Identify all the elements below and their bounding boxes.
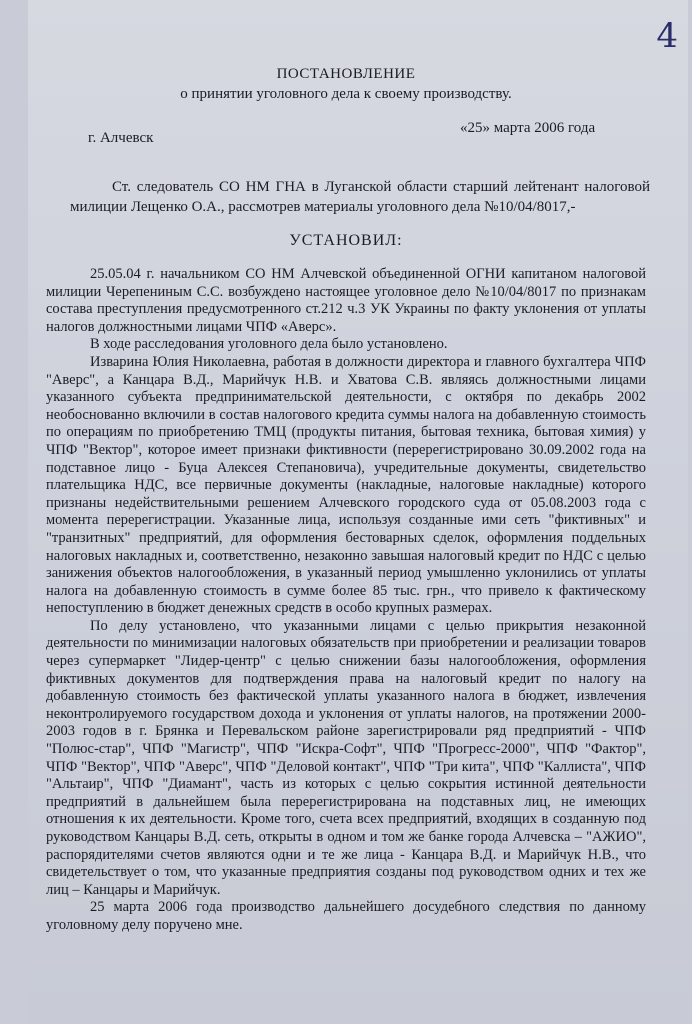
paragraph: По делу установлено, что указанными лицами с целью прикрытия незаконной деятельности по минимизации налоговых обязательств при приобретении и реализации товаров через супермаркет "Лидер-центр" с целью снижении базы налогообложения, оформления фиктивных документов для подтверждения права на налоговый кредит по налогу на добавленную стоимость без фактической уплаты указанного налога в бюджет, извлечения неконтролируемого государством дохода и уклонения от уплаты налогов, на протяжении 2000-2003 годов в г. Брянка и Перевальском районе зарегистрировали ряд предприятий - ЧПФ "Полюс-стар", ЧПФ "Магистр", ЧПФ "Искра-Софт", ЧПФ "Прогресс-2000", ЧПФ "Фактор", ЧПФ "Вектор", ЧПФ "Аверс", ЧПФ "Деловой контакт", ЧПФ "Три кита", ЧПФ "Каллиста", ЧПФ "Альтаир", ЧПФ "Диамант", часть из которых с целью сокрытия истинной деятельности предприятий в дальнейшем была перерегистрирована на подставных лиц, не имеющих отношения к их деятельности. Кроме того, счета всех предприятий, входящих в созданную под руководством Канцары В.Д. сеть, открыты в одном и том же банке города Алчевска – "АЖИО", распорядителями счетов являются одни и те же лица - Канцара В.Д. и Марийчук Н.В., что свидетельствует о том, что указанные предприятия созданы под руководством одних и тех же лиц – Канцары и Марийчук. bbox=[46, 617, 646, 898]
paragraph: 25.05.04 г. начальником СО НМ Алчевской объединенной ОГНИ капитаном налоговой милиции Черепениным С.С. возбуждено настоящее уголовное дело №10/04/8017 по признакам состава преступления предусмотренного ст.212 ч.3 УК Украины по факту уклонения от уплаты налогов должностными лицами ЧПФ «Аверс». bbox=[46, 266, 646, 335]
handwritten-page-number: 4 bbox=[656, 16, 678, 56]
document-date: «25» марта 2006 года bbox=[460, 120, 596, 136]
document-subtitle: о принятии уголовного дела к своему производству. bbox=[180, 86, 512, 102]
paragraph: 25 марта 2006 года производство дальнейшего досудебного следствия по данному уголовному делу поручено мне. bbox=[46, 899, 646, 933]
document-title: ПОСТАНОВЛЕНИЕ bbox=[276, 66, 416, 82]
paragraph: Изварина Юлия Николаевна, работая в должности директора и главного бухгалтера ЧПФ "Аверс", а Канцара В.Д., Марийчук Н.В. и Хватова С.В. являясь должностными лицами указанного субъекта предпринимательской деятельности, с октября по декабрь 2002 необоснованно включили в состав налогового кредита суммы налога на добавленную стоимость по операциям по приобретению ТМЦ (продукты питания, бытовая техника, бытовая химия) у ЧПФ "Вектор", которое имеет признаки фиктивности (перерегистрировано 30.09.2002 года на подставное лицо - Буца Алексея Степановича), учредительные документы, свидетельство плательщика НДС, все первичные документы (накладные, налоговые накладные) которого признаны недействительными решением Алчевского городского суда от 05.08.2003 года с момента перерегистрации. Указанные лица, используя созданные ими сеть "фиктивных" и "транзитных" предприятий, для оформления бестоварных сделок, оформления поддельных налоговых накладных и, соответственно, незаконно завышая налоговый кредит по НДС с целью занижения объектов налогообложения, в указанный период умышленно уклонились от уплаты налога на добавленную стоимость в сумме более 85 тыс. грн., что привело к фактическому непоступлению в бюджет денежных средств в особо крупных размерах. bbox=[46, 353, 646, 617]
paragraph: В ходе расследования уголовного дела было установлено. bbox=[90, 336, 448, 353]
established-heading: УСТАНОВИЛ: bbox=[289, 232, 403, 249]
document-place: г. Алчевск bbox=[88, 130, 154, 146]
body-text bbox=[46, 266, 646, 935]
intro-paragraph: Ст. следователь СО НМ ГНА в Луганской области старший лейтенант налоговой милиции Лещенко О.А., рассмотрев материалы уголовного дела №10/04/8017,- bbox=[70, 179, 650, 215]
